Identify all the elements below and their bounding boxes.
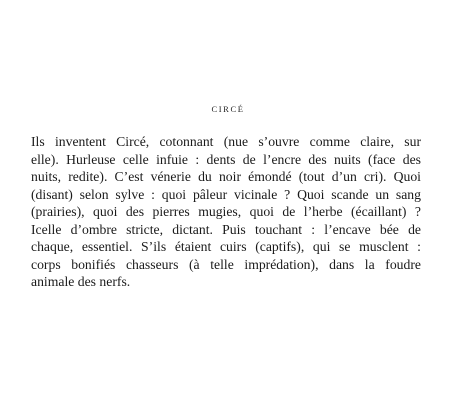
poem-line: Icelle d’ombre stricte, dictant. Puis touchant : l’encave bée de <box>31 221 421 237</box>
poem-line: chaque, essentiel. S’ils étaient cuirs (captifs), qui se musclent : <box>31 239 421 254</box>
poem-title: CIRCÉ <box>211 104 245 114</box>
poem-line: animale des nerfs. <box>31 274 131 289</box>
poem-line: elle). Hurleuse celle infuie : dents de l’encre des nuits (face des <box>31 151 421 167</box>
poem-line: (prairies), quoi des pierres mugies, quoi de l’herbe (écaillant) ? <box>31 204 421 219</box>
poem-line: nuits, redite). C’est vénerie du noir émondé (tout d’un cri). Quoi <box>31 169 421 184</box>
poem-body <box>31 133 421 291</box>
poem-line: corps bonifiés chasseurs (à telle imprédation), dans la foudre <box>31 256 421 272</box>
poem-line: (disant) selon sylve : quoi pâleur vicinale ? Quoi scande un sang <box>31 186 421 202</box>
poem-line: Ils inventent Circé, cotonnant (nue s’ouvre comme claire, sur <box>31 134 421 149</box>
